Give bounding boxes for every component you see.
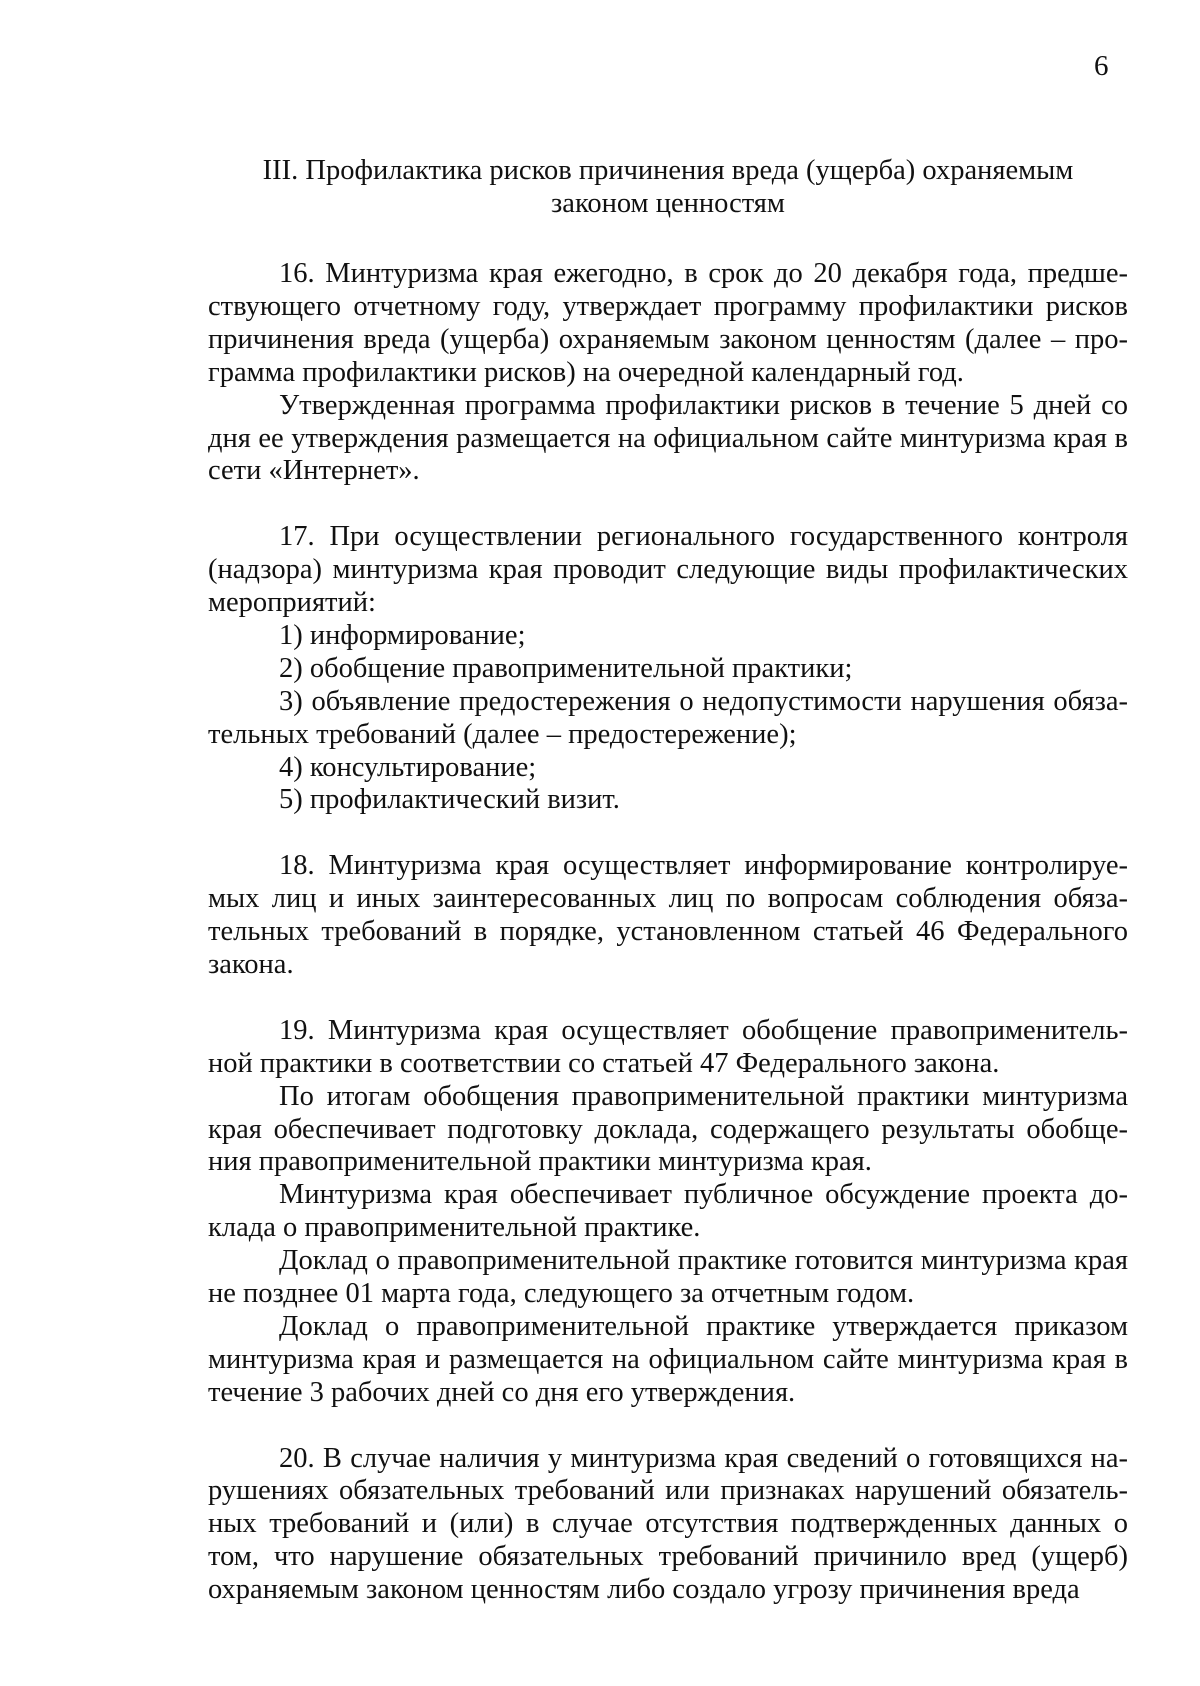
clause-17-item-1: 1) информирование; (279, 619, 526, 651)
clause-16-paragraph-2: Утвержденная программа профилактики рисков в течение 5 дней со дня ее утверждения размещается на официальном сайте минтуризма края в сети «Интернет». (208, 389, 1128, 487)
clause-18-paragraph-1: 18. Минтуризма края осуществляет информирование контролируемых лиц и иных заинтересованных лиц по вопросам соблюдения обязательных требований в порядке, установленном статьей 46 Федерального закона. (208, 850, 1128, 980)
clause-19-paragraph-1: 19. Минтуризма края осуществляет обобщение правоприменительной практики в соответствии со статьей 47 Федерального закона. (208, 1014, 1128, 1079)
document-body (208, 258, 1128, 1607)
clause-16-paragraph-1: 16. Минтуризма края ежегодно, в срок до 20 декабря года, предшествующего отчетному году, утверждает программу профилактики рисков причинения вреда (ущерба) охраняемым законом ценностям (далее – программа профилактики рисков) на очередной календарный год. (208, 258, 1128, 388)
section-heading-line-1: III. Профилактика рисков причинения вреда (ущерба) охраняемым (262, 155, 1074, 186)
clause-17-item-5: 5) профилактический визит. (279, 784, 620, 816)
clause-19-paragraph-3: Минтуризма края обеспечивает публичное обсуждение проекта доклада о правоприменительной практике. (208, 1179, 1128, 1244)
clause-17-item-3: 3) объявление предостережения о недопустимости нарушения обязательных требований (далее – предостережение); (208, 685, 1128, 750)
clause-19-paragraph-2: По итогам обобщения правоприменительной практики минтуризма края обеспечивает подготовку доклада, содержащего результаты обобщения правоприменительной практики минтуризма края. (208, 1080, 1128, 1178)
clause-19-paragraph-4: Доклад о правоприменительной практике готовится минтуризма края не позднее 01 марта года, следующего за отчетным годом. (208, 1245, 1128, 1310)
clause-17-intro: 17. При осуществлении регионального государственного контроля (надзора) минтуризма края проводит следующие виды профилактических мероприятий: (208, 521, 1128, 619)
page-number: 6 (1094, 50, 1109, 82)
clause-17-item-4: 4) консультирование; (279, 751, 537, 783)
clause-19-paragraph-5: Доклад о правоприменительной практике утверждается приказом минтуризма края и размещается на официальном сайте минтуризма края в течение 3 рабочих дней со дня его утверждения. (208, 1310, 1128, 1408)
section-heading-line-2: законом ценностям (551, 188, 785, 219)
clause-17-item-2: 2) обобщение правоприменительной практики; (279, 652, 853, 684)
clause-20-paragraph-1: 20. В случае наличия у минтуризма края сведений о готовящихся нарушениях обязательных требований или признаках нарушений обязательных требований и (или) в случае отсутствия подтвержденных данных о том, что нарушение обязательных требований причинило вред (ущерб) охраняемым законом ценностям либо создало угрозу причинения вреда (208, 1442, 1128, 1606)
section-heading (208, 154, 1128, 220)
